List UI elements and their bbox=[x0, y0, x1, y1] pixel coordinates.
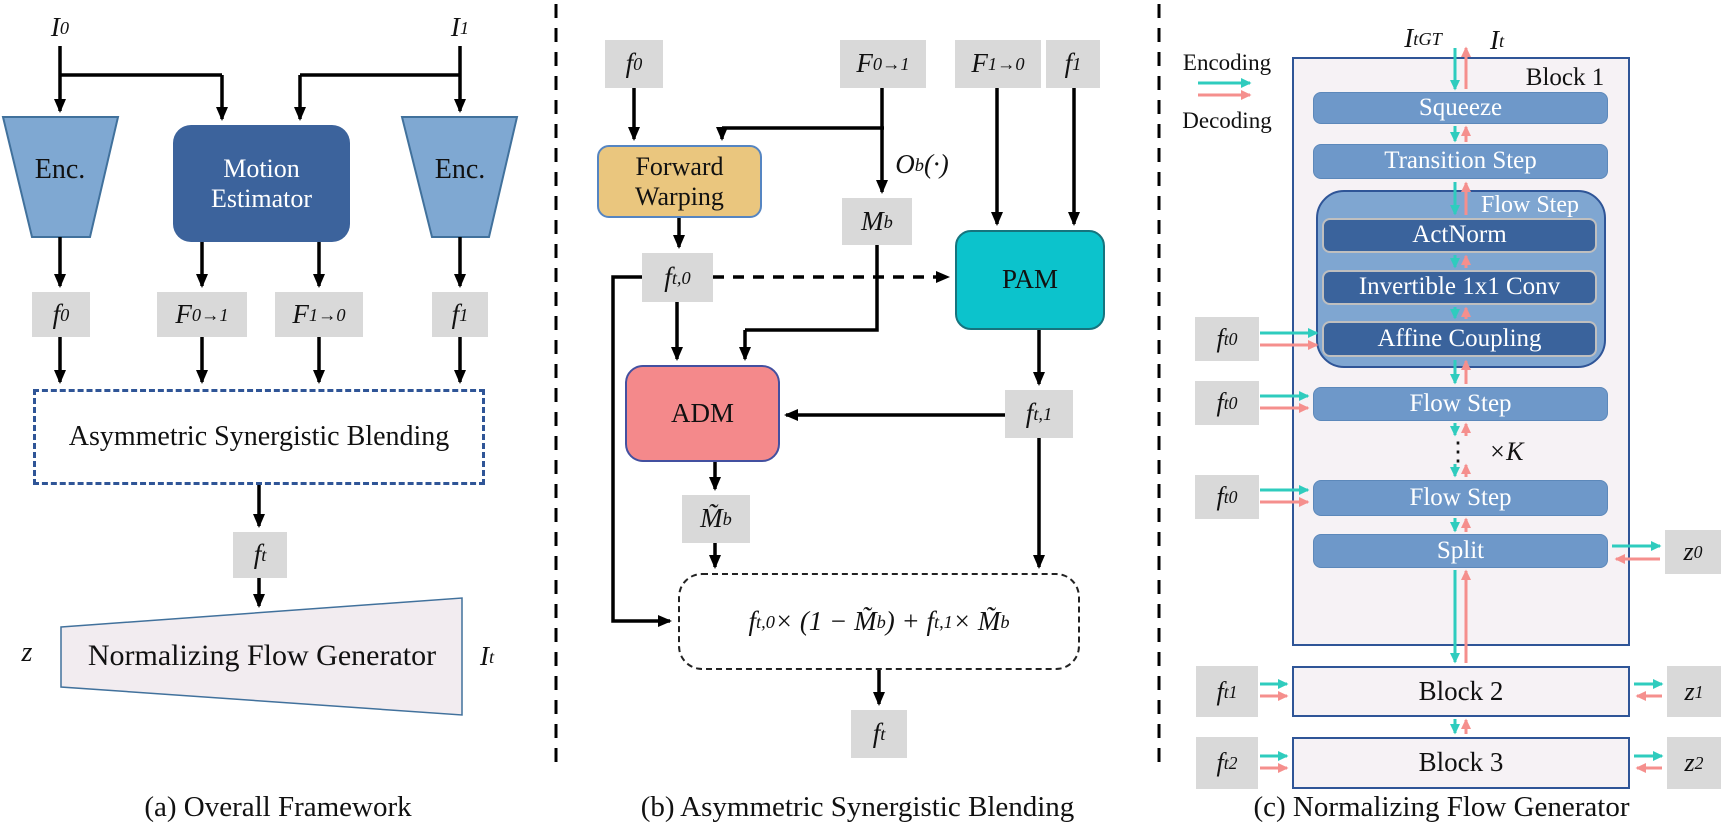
latent-z-label: z bbox=[21, 636, 33, 668]
z0-box: z 0 bbox=[1665, 530, 1721, 574]
flow-step-group-label: Flow Step bbox=[1480, 192, 1579, 219]
panel-c-legend-arrows bbox=[1198, 83, 1250, 95]
b-feature-f0-box: f 0 bbox=[605, 40, 663, 88]
adm-box: ADM bbox=[625, 365, 780, 462]
invertible-conv-bar: Invertible 1x1 Conv bbox=[1322, 270, 1597, 305]
feature-ft-box: f t bbox=[233, 532, 287, 578]
panel-a-caption: (a) Overall Framework bbox=[144, 790, 412, 823]
feature-f0-box: f 0 bbox=[32, 292, 90, 337]
block3-bar: Block 3 bbox=[1292, 737, 1630, 789]
flow-f01-box: F 0→1 bbox=[157, 292, 247, 337]
c-it-label: I t bbox=[1489, 25, 1505, 56]
flow-step-bottom-bar: Flow Step bbox=[1313, 480, 1608, 516]
panel-a-arrows bbox=[60, 46, 460, 606]
b-output-ft-box: f t bbox=[851, 710, 907, 758]
repeat-dots-label: ⋮ bbox=[1445, 437, 1471, 467]
pam-box: PAM bbox=[955, 230, 1105, 330]
block2-bar: Block 2 bbox=[1292, 666, 1630, 717]
c-ft0-box-3: f t 0 bbox=[1195, 475, 1259, 519]
z1-box: z 1 bbox=[1667, 666, 1721, 717]
flow-f10-box: F 1→0 bbox=[275, 292, 363, 337]
legend-encoding-label: Encoding bbox=[1182, 49, 1272, 75]
blending-dashed-box: Asymmetric Synergistic Blending bbox=[33, 389, 485, 485]
occlusion-ob-label: O b (·) bbox=[895, 149, 949, 180]
input-i0-label: I 0 bbox=[50, 12, 70, 43]
times-k-label: ×K bbox=[1488, 437, 1524, 467]
it-gt-label: I t GT bbox=[1404, 23, 1442, 54]
z2-box: z 2 bbox=[1667, 737, 1721, 789]
squeeze-bar: Squeeze bbox=[1313, 92, 1608, 124]
c-ft1-box: f t 1 bbox=[1196, 666, 1258, 717]
panel-b-caption: (b) Asymmetric Synergistic Blending bbox=[640, 790, 1075, 823]
input-i1-label: I 1 bbox=[450, 12, 470, 43]
encoder-left-label: Enc. bbox=[34, 153, 86, 185]
b-feature-f1-box: f 1 bbox=[1046, 40, 1100, 88]
split-bar: Split bbox=[1313, 534, 1608, 568]
actnorm-bar: ActNorm bbox=[1322, 218, 1597, 253]
panel-c-side-arrows bbox=[1260, 333, 1662, 768]
mask-mb-box: M b bbox=[842, 198, 912, 245]
b-flow-f10-box: F 1→0 bbox=[955, 40, 1041, 88]
mask-mb-tilde-box: M̃ b bbox=[682, 495, 750, 543]
blend-formula-box: f t,0 × (1 − M̃ b ) + f t,1 × M̃ b bbox=[678, 573, 1080, 670]
feature-ft0-box: f t,0 bbox=[642, 253, 713, 302]
c-ft0-box-1: f t 0 bbox=[1195, 317, 1259, 361]
panel-c-caption: (c) Normalizing Flow Generator bbox=[1253, 790, 1630, 823]
forward-warping-box: Forward Warping bbox=[597, 145, 762, 218]
panel-b-arrows bbox=[613, 88, 1074, 704]
affine-coupling-bar: Affine Coupling bbox=[1322, 321, 1597, 357]
output-it-label: I t bbox=[479, 641, 495, 672]
block1-label: Block 1 bbox=[1525, 63, 1605, 91]
motion-estimator-box: Motion Estimator bbox=[173, 125, 350, 242]
transition-step-bar: Transition Step bbox=[1313, 144, 1608, 179]
feature-ft1-box: f t,1 bbox=[1005, 390, 1073, 438]
legend-decoding-label: Decoding bbox=[1182, 107, 1272, 133]
c-ft2-box: f t 2 bbox=[1196, 737, 1258, 789]
c-ft0-box-2: f t 0 bbox=[1195, 381, 1259, 425]
b-flow-f01-box: F 0→1 bbox=[840, 40, 926, 88]
nfg-label: Normalizing Flow Generator bbox=[87, 638, 437, 672]
feature-f1-box: f 1 bbox=[432, 292, 488, 337]
flow-step-mid-bar: Flow Step bbox=[1313, 387, 1608, 421]
panel-c-encode-decode-arrows bbox=[1455, 48, 1466, 734]
encoder-right-label: Enc. bbox=[434, 153, 486, 185]
